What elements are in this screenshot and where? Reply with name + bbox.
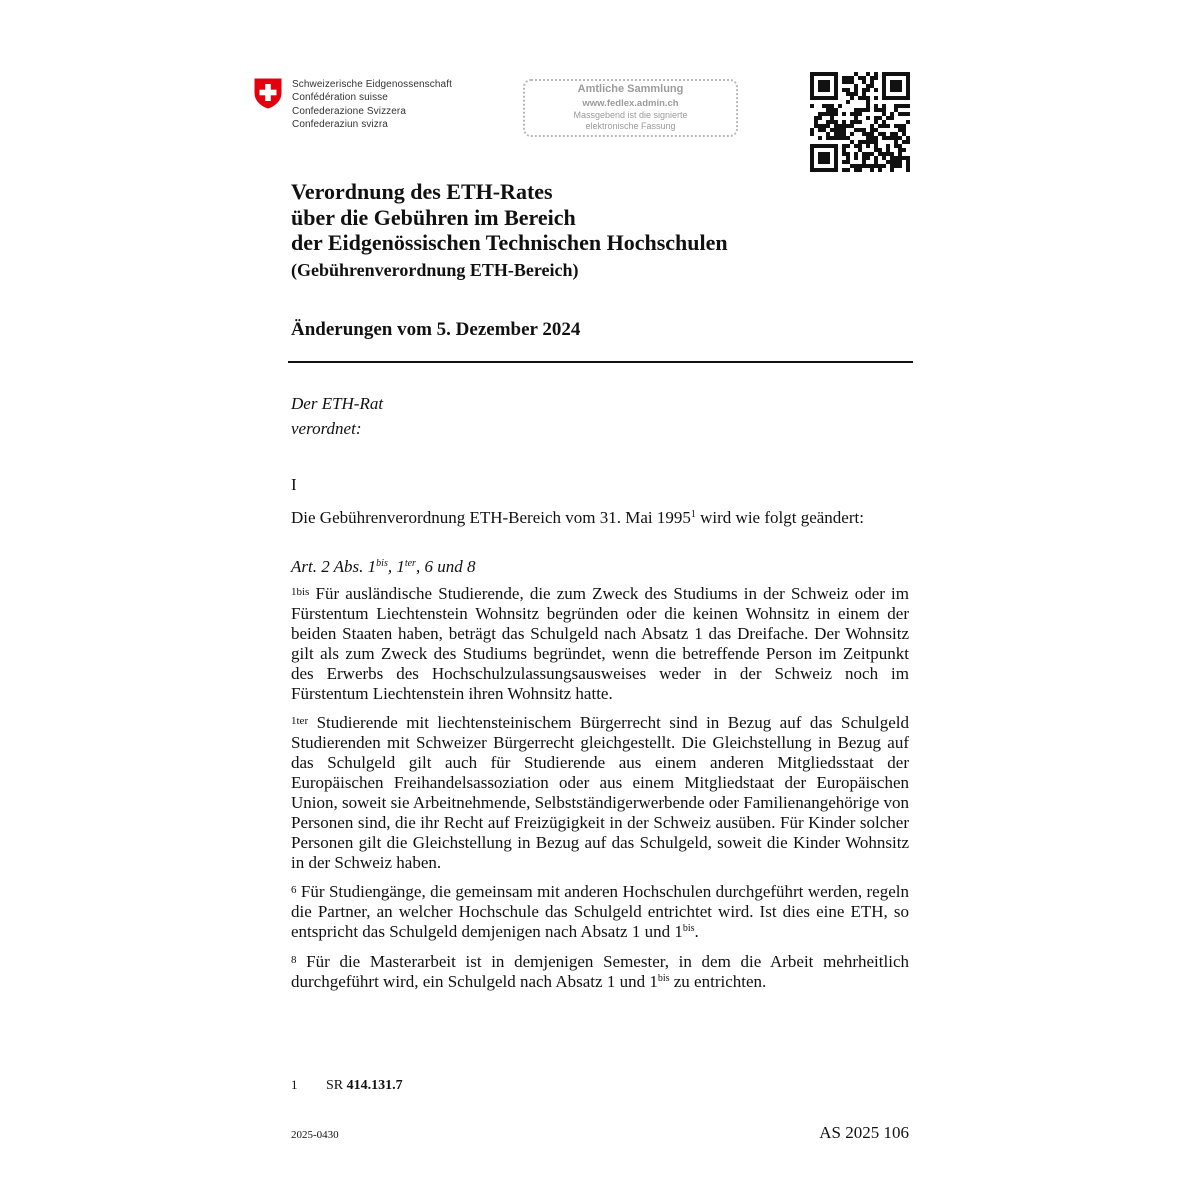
qr-code-icon	[810, 72, 910, 172]
amendment-intro	[291, 508, 864, 528]
title-line-3: der Eidgenössischen Technischen Hochschulen	[291, 230, 728, 255]
section-number: I	[291, 475, 297, 494]
paragraph-text: Für ausländische Studierende, die zum Zweck des Studiums in der Schweiz oder im Fürstentum Liechtenstein Wohnsitz begründen oder die keinen Wohnsitz in einem der beiden Staaten haben, beträgt das Schulgeld nach Absatz 1 das Dreifache. Der Wohnsitz gilt als zum Zweck des Studiums begründet, wenn die betreffende Person im Zeitpunkt des Erwerbs des Hochschulzulassungsausweises weder in der Schweiz noch im Fürstentum Liechtenstein ihren Wohnsitz hatte.	[291, 584, 909, 703]
paragraph-number: 1ter	[291, 715, 309, 727]
paragraph-text: Für die Masterarbeit ist in demjenigen Semester, in dem die Arbeit mehrheitlich durchgeführt wird, ein Schulgeld nach Absatz 1 und 1	[291, 952, 909, 991]
confederation-names	[292, 78, 452, 131]
article-heading-mid: , 1	[387, 557, 405, 576]
title-line-2: über die Gebühren im Bereich	[291, 204, 576, 230]
confed-name-fr: Confédération suisse	[292, 92, 388, 104]
paragraph-text: Für Studiengänge, die gemeinsam mit anderen Hochschulen durchgeführt werden, regeln die Partner, an welcher Hochschule das Schulgeld entrichtet wird. Ist dies eine ETH, so entspricht das Schulgeld demjenigen nach Absatz 1 und 1	[291, 882, 909, 941]
swiss-coat-of-arms-icon	[254, 78, 282, 109]
article-heading-suffix: , 6 und 8	[415, 557, 476, 576]
confed-name-it: Confederazione Svizzera	[292, 105, 407, 117]
document-title	[291, 179, 728, 256]
title-divider	[288, 361, 913, 363]
paragraph-number: 1bis	[291, 586, 310, 598]
stamp-url[interactable]: www.fedlex.admin.ch	[582, 98, 679, 109]
stamp-title: Amtliche Sammlung	[577, 83, 684, 95]
paragraph-1ter	[291, 713, 909, 873]
issuer-verb: verordnet:	[291, 419, 362, 438]
amendment-date: Änderungen vom 5. Dezember 2024	[291, 319, 581, 340]
confed-name-de: Schweizerische Eidgenossenschaft	[292, 79, 452, 90]
paragraph-sup: bis	[657, 973, 670, 984]
footnote	[291, 1077, 403, 1094]
article-heading-prefix: Art. 2 Abs. 1	[291, 557, 377, 576]
article-heading-sup-bis: bis	[376, 558, 388, 569]
paragraph-number: 6	[291, 884, 297, 896]
stamp-note-2: elektronische Fassung	[585, 121, 676, 131]
paragraph-tail: .	[694, 922, 699, 941]
title-line-1: Verordnung des ETH-Rates	[291, 179, 553, 204]
paragraph-sup: bis	[682, 923, 695, 934]
paragraph-number: 8	[291, 954, 297, 966]
paragraph-8	[291, 952, 909, 992]
footnote-mark: 1	[291, 1077, 298, 1092]
stamp-note-1: Massgebend ist die signierte	[573, 110, 688, 120]
footnote-sr-number[interactable]: 414.131.7	[346, 1078, 403, 1093]
official-collection-number: AS 2025 106	[819, 1123, 909, 1142]
intro-text-end: wird wie folgt geändert:	[695, 508, 864, 527]
official-collection-stamp	[523, 79, 738, 137]
intro-text: Die Gebührenverordnung ETH-Bereich vom 31. Mai 1995	[291, 508, 691, 527]
footnote-ref[interactable]: 1	[690, 509, 696, 520]
issuer-block	[291, 391, 383, 441]
paragraph-1bis	[291, 584, 909, 704]
confed-name-rm: Confederaziun svizra	[292, 118, 388, 130]
short-title: (Gebührenverordnung ETH-Bereich)	[291, 260, 579, 280]
article-heading-sup-ter: ter	[404, 558, 416, 569]
issuer-name: Der ETH-Rat	[291, 394, 384, 413]
paragraph-text: Studierende mit liechtensteinischem Bürgerrecht sind in Bezug auf das Schulgeld Studierenden mit Schweizer Bürgerrecht gleichgestellt. Die Gleichstellung in Bezug auf das Schulgeld gilt auch für Studierende aus einem anderen Mitgliedsstaat der Europäischen Freihandelsassoziation oder aus einem Mitgliedstaat der Europäischen Union, soweit sie Arbeitnehmende, Selbstständigerwerbende oder Familienangehörige von Personen sind, die ihr Recht auf Freizügigkeit in der Schweiz ausüben. Für Kinder solcher Personen gilt die Gleichstellung in Bezug auf das Schulgeld, soweit die Kinder Wohnsitz in der Schweiz haben.	[291, 713, 909, 872]
footnote-prefix: SR	[326, 1078, 347, 1093]
document-number: 2025-0430	[291, 1129, 339, 1141]
article-heading	[291, 557, 475, 577]
paragraph-6	[291, 882, 909, 942]
paragraph-tail: zu entrichten.	[669, 972, 767, 991]
